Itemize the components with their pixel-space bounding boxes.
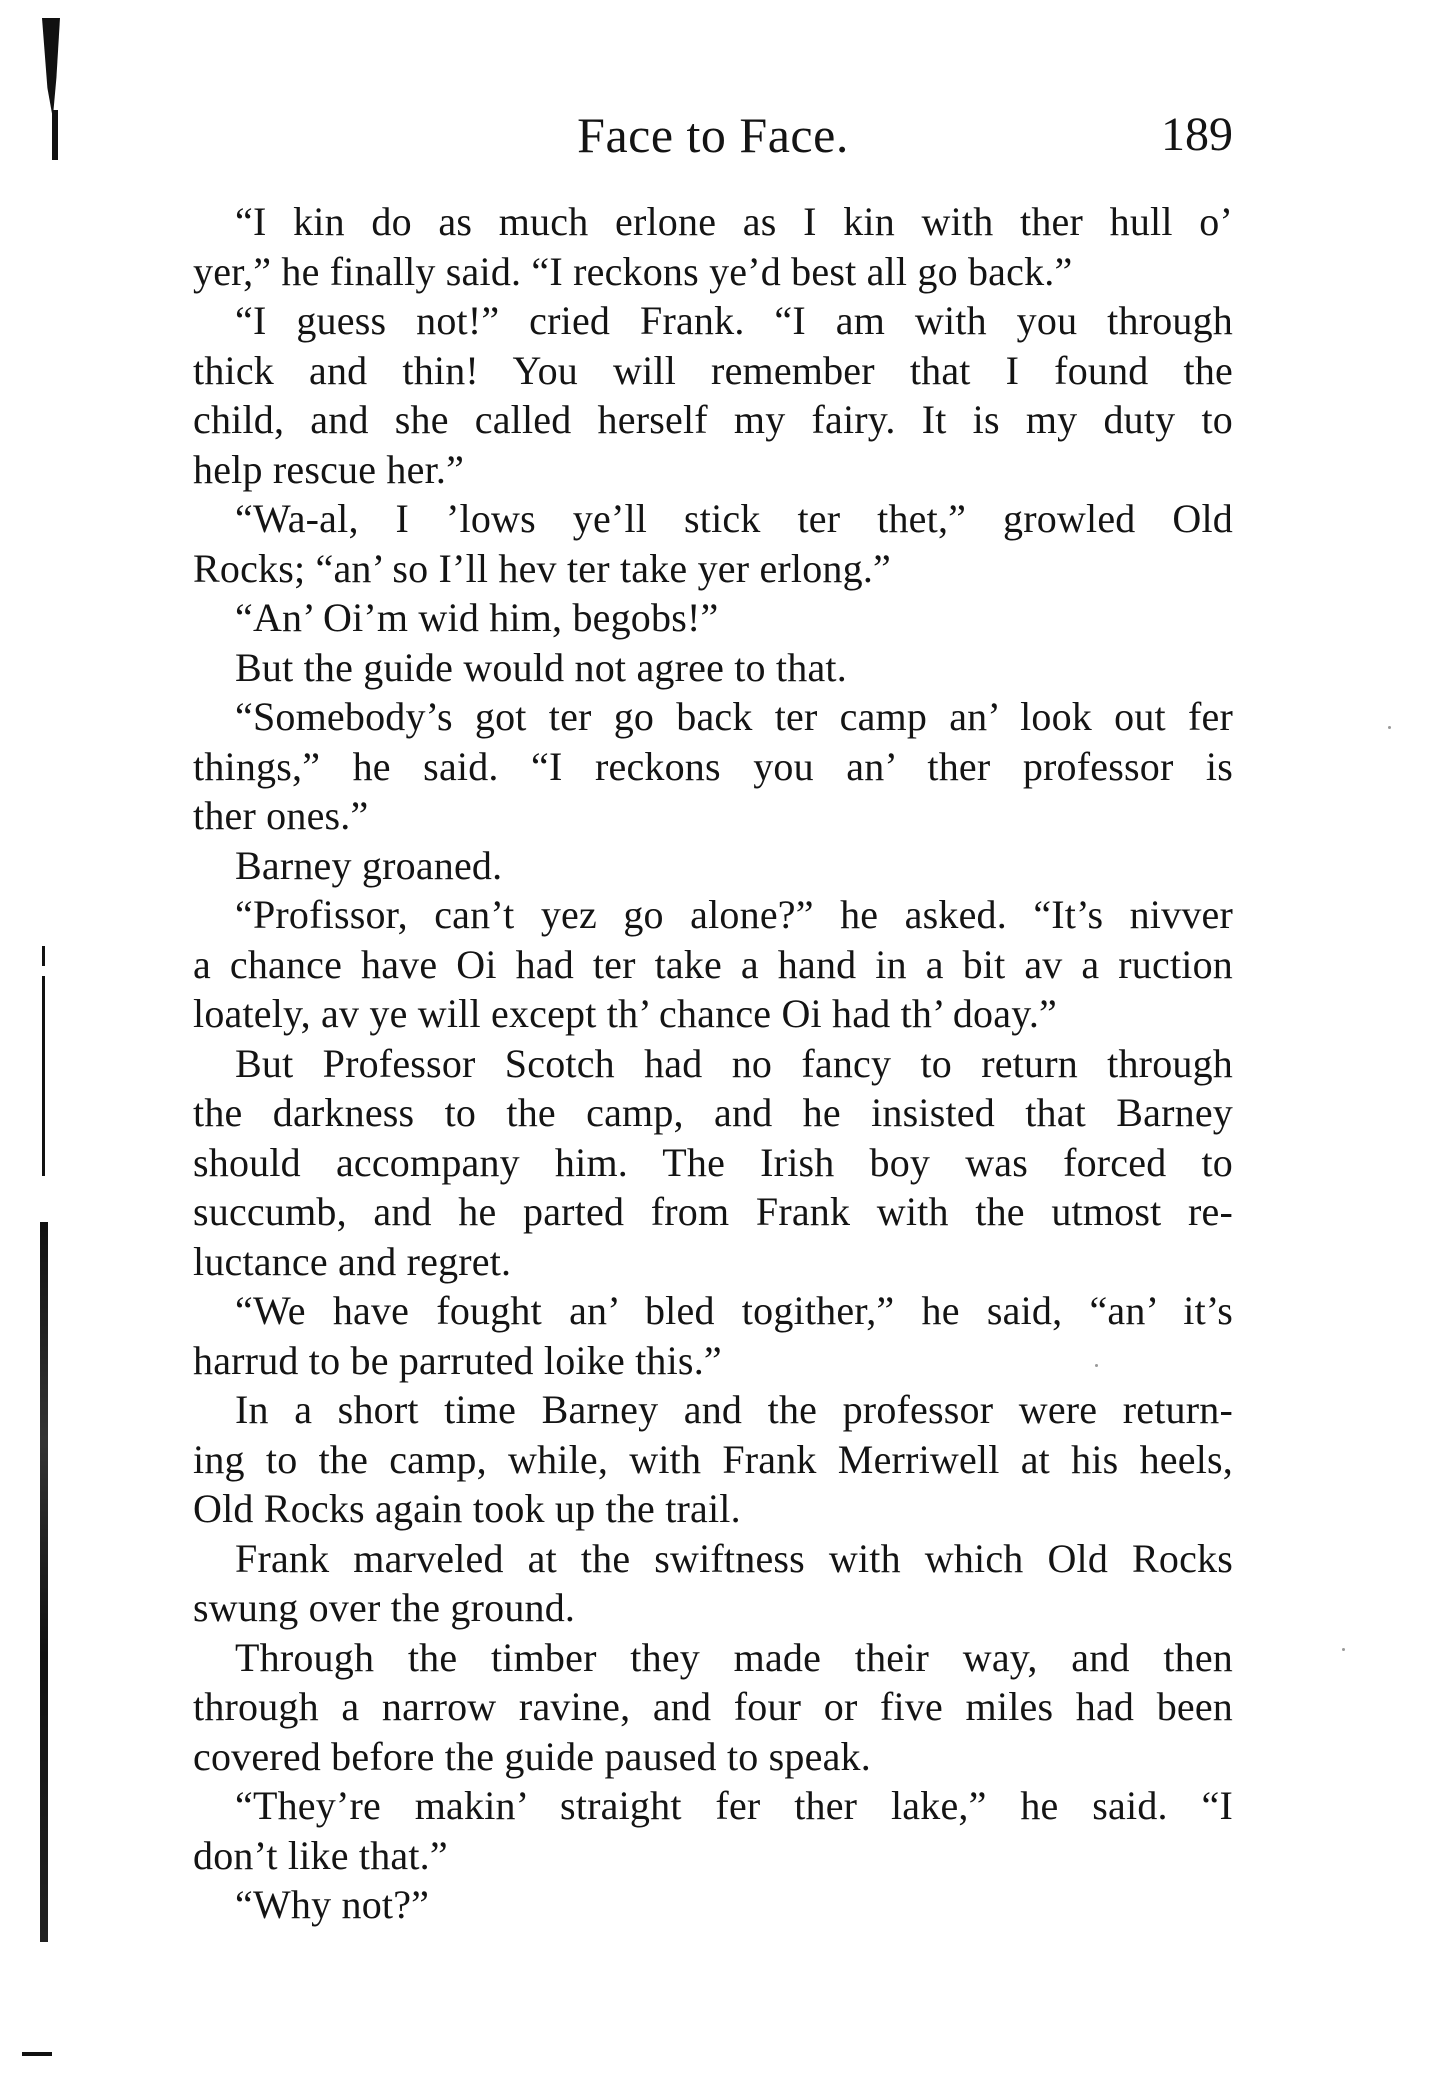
text-line: But the guide would not agree to that. [235, 644, 847, 690]
text-line: Old Rocks again took up the trail. [193, 1486, 741, 1531]
text-line: succumb, and he parted from Frank with the utmost re- [193, 1189, 1233, 1234]
text-line: thick and thin! You will remember that I found the [193, 347, 1233, 393]
text-line: child, and she called herself my fairy. It is my duty to [193, 397, 1233, 442]
text-line: “I guess not!” cried Frank. “I am with you through [235, 298, 1233, 343]
text-line: “An’ Oi’m wid him, begobs!” [235, 595, 719, 640]
text-line: loately, av ye will except th’ chance Oi had th’ doay.” [193, 991, 1057, 1036]
text-line: Through the timber they made their way, and then [235, 1634, 1233, 1680]
text-line: luctance and regret. [193, 1238, 512, 1284]
text-line: covered before the guide paused to speak. [193, 1733, 871, 1779]
text-line: “We have fought an’ bled togither,” he said, “an’ it’s [235, 1288, 1233, 1333]
scan-artifact-bottom [22, 2052, 52, 2056]
text-line: swung over the ground. [193, 1585, 576, 1630]
text-line: the darkness to the camp, and he insisted that Barney [193, 1090, 1233, 1135]
paragraph [193, 890, 1233, 1039]
text-line: a chance have Oi had ter take a hand in a bit av a ruction [193, 941, 1233, 987]
text-line: ing to the camp, while, with Frank Merriwell at his heels, [193, 1436, 1233, 1482]
text-line: “Profissor, can’t yez go alone?” he asked. “It’s nivver [235, 892, 1233, 937]
paragraph [193, 1781, 1233, 1880]
text-line: In a short time Barney and the professor were return- [235, 1387, 1233, 1432]
body-text [193, 197, 1233, 1930]
paragraph [193, 494, 1233, 593]
text-line: Frank marveled at the swiftness with which Old Rocks [235, 1535, 1233, 1581]
text-line: “I kin do as much erlone as I kin with ther hull o’ [235, 199, 1233, 244]
text-line: “They’re makin’ straight fer ther lake,” he said. “I [235, 1783, 1233, 1828]
chapter-title: Face to Face. [577, 107, 849, 163]
page-number: 189 [1161, 108, 1233, 161]
paragraph [193, 841, 1233, 891]
scan-artifact-tick [42, 946, 45, 966]
scan-speck [1388, 726, 1391, 729]
paragraph [193, 1880, 1233, 1930]
scan-speck [1342, 1648, 1345, 1651]
scan-artifact-top-tail [52, 110, 58, 160]
text-line: don’t like that.” [193, 1832, 448, 1878]
text-line: “Why not?” [235, 1882, 430, 1927]
text-line: Barney groaned. [235, 842, 503, 888]
text-line: Rocks; “an’ so I’ll hev ter take yer erlong.” [193, 545, 891, 591]
paragraph [193, 692, 1233, 841]
paragraph [193, 643, 1233, 693]
paragraph [193, 1534, 1233, 1633]
paragraph [193, 1039, 1233, 1287]
paragraph [193, 1286, 1233, 1385]
paragraph [193, 1385, 1233, 1534]
text-line: should accompany him. The Irish boy was forced to [193, 1139, 1233, 1185]
text-line: ther ones.” [193, 793, 369, 838]
paragraph [193, 197, 1233, 296]
scan-artifact-binding-edge [40, 1222, 48, 1942]
paragraph [193, 296, 1233, 494]
text-line: “Wa-al, I ’lows ye’ll stick ter thet,” growled Old [235, 496, 1233, 541]
text-line: But Professor Scotch had no fancy to return through [235, 1040, 1233, 1086]
text-line: harrud to be parruted loike this.” [193, 1337, 722, 1383]
text-line: help rescue her.” [193, 446, 465, 492]
scan-artifact-thin-line [42, 976, 45, 1176]
paragraph [193, 593, 1233, 643]
text-line: through a narrow ravine, and four or five miles had been [193, 1684, 1233, 1729]
paragraph [193, 1633, 1233, 1782]
scan-artifact-top [42, 18, 60, 118]
running-head [193, 100, 1233, 170]
text-line: “Somebody’s got ter go back ter camp an’ look out fer [235, 694, 1233, 739]
text-line: things,” he said. “I reckons you an’ ther professor is [193, 743, 1233, 789]
text-line: yer,” he finally said. “I reckons ye’d best all go back.” [193, 248, 1073, 294]
